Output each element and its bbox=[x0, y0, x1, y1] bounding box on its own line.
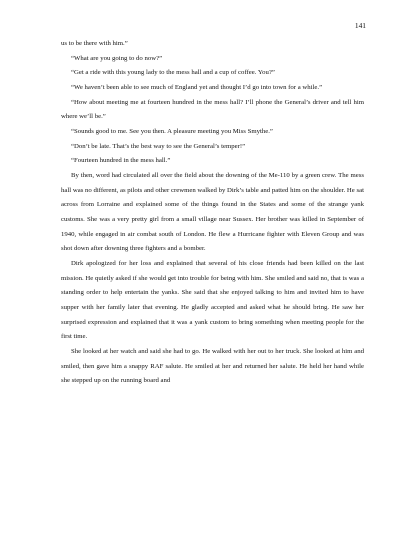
paragraph: “How about meeting me at fourteen hundred in the mess hall? I’ll phone the General’s driver and tell him where we’ll be.” bbox=[61, 98, 364, 121]
page-text bbox=[61, 37, 364, 389]
paragraph: By then, word had circulated all over the field about the downing of the Me-110 by a green crew. The mess hall was no different, as pilots and other crewmen walked by Dirk’s table and patted him on the shoulder. He sat across from Lorraine and explained some of the things found in the States and some of the strange yank customs. She was a very pretty girl from a small village near Sussex. Her brother was killed in September of 1940, while engaged in air combat south of London. He flew a Hurricane fighter with Eleven Group and was shot down after downing three fighters and a bomber. bbox=[61, 172, 364, 253]
paragraph: Dirk apologized for her loss and explained that several of his close friends had been killed on the last mission. He quietly asked if she would get into trouble for being with him. She smiled and said no, that is was a standing order to help entertain the yanks. She said that she enjoyed talking to him and invited him to have supper with her family later that evening. He gladly accepted and asked what he should bring. He saw her surprised expression and explained that it was a yank custom to bring something when meeting people for the first time. bbox=[61, 260, 364, 341]
paragraph: “Don’t be late. That’s the best way to see the General’s temper!” bbox=[71, 142, 246, 150]
paragraph: “Fourteen hundred in the mess hall.” bbox=[71, 157, 171, 165]
paragraph: “We haven’t been able to see much of England yet and thought I’d go into town for a while.” bbox=[71, 84, 323, 92]
paragraph: “What are you going to do now?” bbox=[71, 54, 163, 62]
paragraph: us to be there with him.” bbox=[61, 40, 128, 47]
paragraph: “Get a ride with this young lady to the mess hall and a cup of coffee. You?” bbox=[71, 69, 275, 77]
paragraph: “Sounds good to me. See you then. A pleasure meeting you Miss Smythe.” bbox=[71, 128, 273, 136]
paragraph: She looked at her watch and said she had to go. He walked with her out to her truck. She looked at him and smiled, then gave him a snappy RAF salute. He smiled at her and returned her salute. He held her hand while she stepped up on the running board and bbox=[61, 348, 364, 385]
page-number: 141 bbox=[354, 21, 366, 30]
